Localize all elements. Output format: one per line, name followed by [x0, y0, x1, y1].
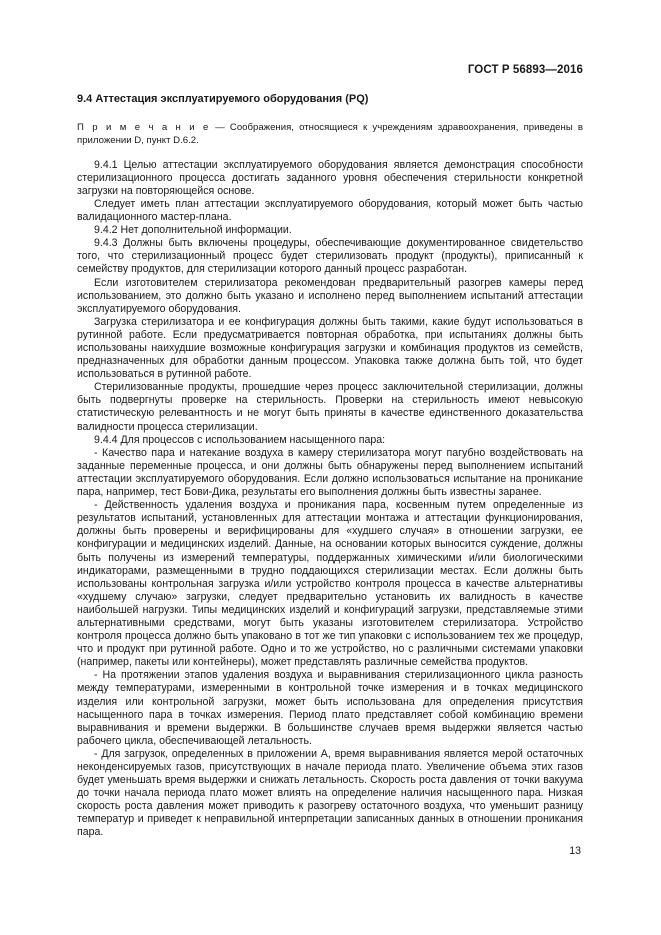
- list-item: - Действенность удаления воздуха и проникания пара, косвенным путем определенные из результатов испытаний, установленных для аттестации монтажа и аттестации функционирования, должны быть проверены и верифицированы для «худшего случая» в отношении загрузки, ее конфигурации и медицинских изделий. Данные, на основании которых выносится суждение, должны быть получены из измерений температуры, поддержанных химическими и/или биологическими индикаторами, размещенными в трудно поддающихся стерилизации местах. Если должны быть использованы контрольная загрузка и/или устройство контроля процесса в качестве альтернативы «худшему случаю» загрузки, следует предварительно установить их валидность в качестве наибольшей нагрузки. Типы медицинских изделий и конфигураций загрузки, представляемые этими альтернативными средствами, могут быть указаны изготовителем стерилизатора. Устройство контроля процесса должно быть упаковано в тот же тип упаковки с использованием тех же процедур, что и продукт при рутинной работе. Одно и то же устройство, но с различными системами упаковки (например, пакеты или контейнеры), может представлять различные семейства продуктов.: [77, 499, 583, 669]
- paragraph-9-4-1: 9.4.1 Целью аттестации эксплуатируемого оборудования является демонстрация способности стерилизационного процесса достигать заданного уровня обеспечения стерильности конкретной загрузки на повторяющейся основе.: [77, 158, 583, 197]
- paragraph-9-4-3: 9.4.3 Должны быть включены процедуры, обеспечивающие документированное свидетельство того, что стерилизационный процесс будет стерилизовать продукт (продукты), приписанный к семейству продуктов, для стерилизации которого данный процесс разработан.: [77, 237, 583, 276]
- section-title: 9.4 Аттестация эксплуатируемого оборудования (PQ): [77, 93, 369, 105]
- standard-number: ГОСТ Р 56893—2016: [467, 64, 583, 76]
- paragraph-9-4-2: 9.4.2 Нет дополнительной информации.: [94, 224, 292, 237]
- note-text: — Соображения, относящиеся к учреждениям здравоохранения, приведены в приложении D, пункт D.6.2.: [77, 122, 583, 146]
- list-item: - Качество пара и натекание воздуха в камеру стерилизатора могут пагубно воздействовать на заданные переменные процесса, и они должны быть обнаружены перед выполнением испытаний аттестации эксплуатируемого оборудования. Если должно использоваться испытание на проникание пара, например, тест Бови-Дика, результаты его выполнения должны быть известны заранее.: [77, 446, 583, 499]
- page-number: 13: [569, 845, 581, 857]
- list-item: - Для загрузок, определенных в приложении А, время выравнивания является мерой остаточных неконденсируемых газов, присутствующих в начале периода плато. Увеличение объема этих газов будет уменьшать время выдержки и снижать летальность. Скорость роста давления от точки вакуума до точки начала периода плато может влиять на определение наличия насыщенного пара. Низкая скорость роста давления может приводить к разогреву остаточного воздуха, что уменьшит разницу температур и приведет к неправильной интерпретации записанных данных в отношении проникания пара.: [77, 747, 583, 839]
- note: [77, 122, 583, 148]
- list-item: - На протяжении этапов удаления воздуха и выравнивания стерилизационного цикла разность между температурами, измеренными в контрольной точке измерения и в точках медицинского изделия или контрольной загрузки, может быть использована для определения присутствия насыщенного пара в точках измерения. Период плато представляет собой комбинацию времени выравнивания и времени выдержки. В большинстве случаев время выдержки является частью рабочего цикла, обеспечивающей летальность.: [77, 669, 583, 747]
- paragraph: Стерилизованные продукты, прошедшие через процесс заключительной стерилизации, должны быть подвергнуты проверке на стерильность. Проверки на стерильность имеют невысокую статистическую релевантность и не могут быть приняты в качестве единственного доказательства валидности процесса стерилизации.: [77, 381, 583, 433]
- paragraph-9-4-4: 9.4.4 Для процессов с использованием насыщенного пара:: [94, 433, 386, 446]
- paragraph: Загрузка стерилизатора и ее конфигурация должны быть такими, какие будут использоваться в рутинной работе. Если предусматривается повторная обработка, при испытаниях должны быть использованы наихудшие возможные конфигурация загрузки и комбинация продуктов из семейств, предназначенных для обработки данным процессом. Упаковка также должна быть той, что будет использоваться в рутинной работе.: [77, 315, 583, 381]
- note-label: П р и м е ч а н и е: [77, 122, 210, 134]
- paragraph: Если изготовителем стерилизатора рекомендован предварительный разогрев камеры перед использованием, это должно быть указано и исполнено перед выполнением испытаний аттестации эксплуатируемого оборудования.: [77, 276, 583, 315]
- page-content: [77, 93, 583, 840]
- paragraph: Следует иметь план аттестации эксплуатируемого оборудования, который может быть частью валидационного мастер-плана.: [77, 197, 583, 224]
